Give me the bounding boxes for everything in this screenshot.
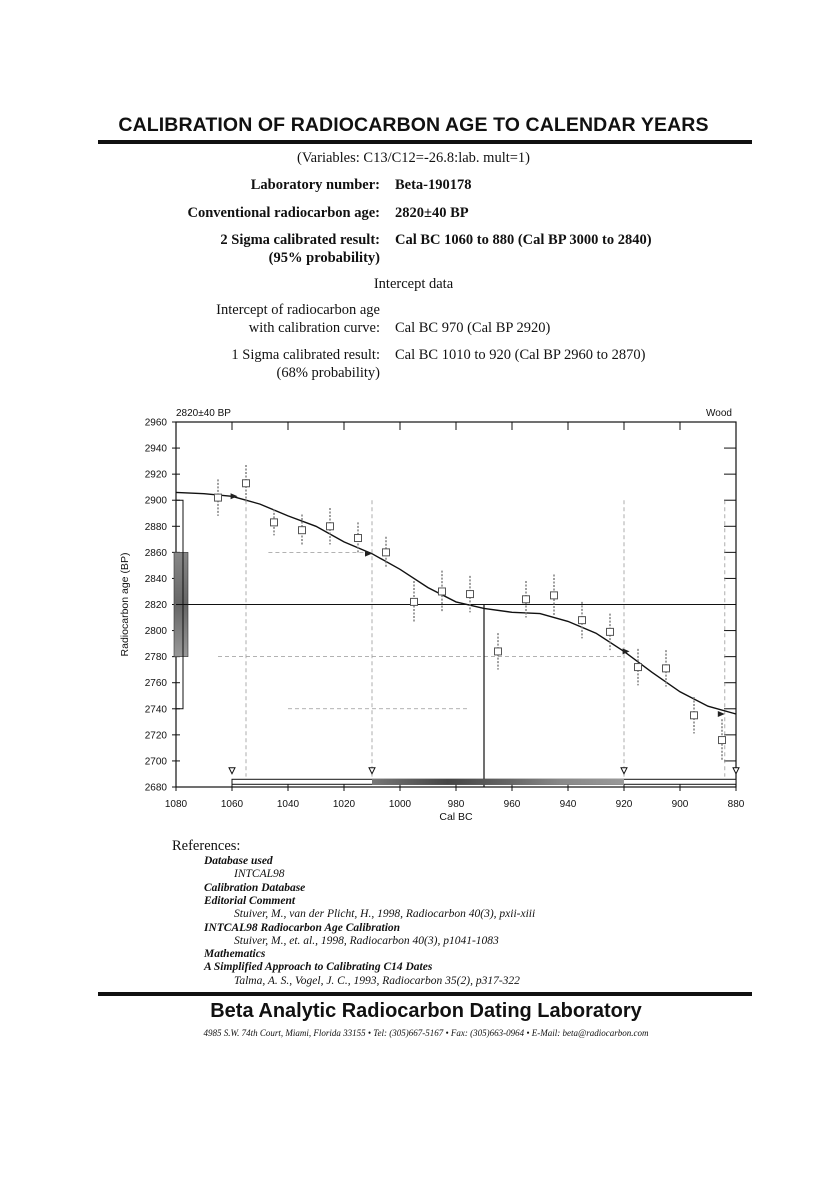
y-tick-label: 2780 bbox=[144, 652, 167, 664]
sigma1-label: 1 Sigma calibrated result: bbox=[231, 347, 380, 363]
range-end-marker bbox=[733, 768, 739, 774]
reference-title: Mathematics bbox=[204, 948, 266, 961]
data-point bbox=[607, 628, 614, 635]
x-tick-label: 1000 bbox=[388, 799, 412, 810]
variables-line: (Variables: C13/C12=-26.8:lab. mult=1) bbox=[296, 150, 531, 166]
data-point bbox=[271, 519, 278, 526]
data-point bbox=[467, 591, 474, 598]
sigma1-value: Cal BC 1010 to 920 (Cal BP 2960 to 2870) bbox=[395, 347, 646, 363]
data-point bbox=[579, 617, 586, 624]
data-point bbox=[551, 592, 558, 599]
y-tick-label: 2720 bbox=[144, 730, 167, 742]
y-tick-label: 2760 bbox=[144, 678, 167, 690]
data-point bbox=[355, 535, 362, 542]
reference-title: Database used bbox=[204, 855, 273, 867]
conv-age-label: Conventional radiocarbon age: bbox=[187, 205, 380, 221]
data-point bbox=[243, 480, 250, 487]
reference-citation: Stuiver, M., van der Plicht, H., 1998, Radiocarbon 40(3), pxii-xiii bbox=[234, 908, 536, 921]
y-tick-label: 2800 bbox=[144, 626, 167, 638]
x-axis-label: Cal BC bbox=[439, 811, 473, 823]
data-point bbox=[299, 527, 306, 534]
curve-arrow-marker bbox=[718, 711, 725, 717]
x-tick-label: 1040 bbox=[276, 799, 300, 810]
sigma1-calendar-bar bbox=[372, 779, 624, 785]
reference-title: Editorial Comment bbox=[204, 894, 296, 907]
intercept-label-2: with calibration curve: bbox=[248, 320, 380, 336]
y-tick-label: 2860 bbox=[144, 547, 167, 559]
y-tick-label: 2900 bbox=[144, 495, 167, 507]
sigma2-value: Cal BC 1060 to 880 (Cal BP 3000 to 2840) bbox=[395, 232, 652, 248]
reference-citation: Talma, A. S., Vogel, J. C., 1993, Radiocarbon 35(2), p317-322 bbox=[234, 974, 520, 987]
x-tick-label: 960 bbox=[503, 799, 521, 810]
data-point bbox=[411, 598, 418, 605]
x-tick-label: 1020 bbox=[332, 799, 356, 810]
data-point bbox=[719, 737, 726, 744]
x-tick-label: 1080 bbox=[164, 799, 188, 810]
y-tick-label: 2740 bbox=[144, 704, 167, 716]
x-tick-label: 920 bbox=[615, 799, 633, 810]
x-tick-label: 900 bbox=[671, 799, 689, 810]
x-tick-label: 940 bbox=[559, 799, 577, 810]
x-tick-label: 1060 bbox=[220, 799, 244, 810]
y-tick-label: 2960 bbox=[144, 417, 167, 429]
intercept-heading: Intercept data bbox=[373, 276, 454, 292]
reference-title: Calibration Database bbox=[204, 881, 306, 894]
sample-age-label: 2820±40 BP bbox=[176, 408, 231, 419]
sigma2-prob: (95% probability) bbox=[268, 250, 380, 266]
sigma1-prob: (68% probability) bbox=[276, 365, 380, 381]
x-tick-label: 980 bbox=[447, 799, 465, 810]
data-point bbox=[327, 523, 334, 530]
y-tick-label: 2700 bbox=[144, 756, 167, 768]
y-tick-label: 2680 bbox=[144, 782, 167, 794]
data-point bbox=[495, 648, 502, 655]
footer-rule bbox=[98, 992, 752, 996]
reference-citation: INTCAL98 bbox=[234, 868, 285, 881]
y-tick-label: 2940 bbox=[144, 443, 167, 455]
data-point bbox=[215, 494, 222, 501]
y-tick-label: 2820 bbox=[144, 600, 167, 611]
material-label: Wood bbox=[706, 408, 732, 419]
lab-name: Beta Analytic Radiocarbon Dating Laboratory bbox=[210, 1000, 642, 1022]
calibration-curve bbox=[176, 492, 736, 714]
intercept-value: Cal BC 970 (Cal BP 2920) bbox=[395, 320, 551, 336]
intercept-label-1: Intercept of radiocarbon age bbox=[216, 302, 380, 318]
references-heading: References: bbox=[172, 838, 241, 854]
conv-age-value: 2820±40 BP bbox=[395, 205, 469, 221]
y-tick-label: 2840 bbox=[144, 573, 167, 585]
y-tick-label: 2880 bbox=[144, 521, 167, 533]
sigma2-label: 2 Sigma calibrated result: bbox=[220, 232, 380, 248]
data-point bbox=[439, 588, 446, 595]
page-title: CALIBRATION OF RADIOCARBON AGE TO CALENDAR YEARS bbox=[118, 114, 709, 136]
data-point bbox=[383, 549, 390, 556]
data-point bbox=[635, 664, 642, 671]
y-tick-label: 2920 bbox=[144, 469, 167, 481]
data-point bbox=[523, 596, 530, 603]
data-point bbox=[663, 665, 670, 672]
y-axis-label: Radiocarbon age (BP) bbox=[119, 552, 131, 657]
lab-number-label: Laboratory number: bbox=[250, 177, 380, 193]
reference-title: INTCAL98 Radiocarbon Age Calibration bbox=[204, 921, 401, 934]
data-point bbox=[691, 712, 698, 719]
lab-address: 4985 S.W. 74th Court, Miami, Florida 33155 • Tel: (305)667-5167 • Fax: (305)663-0964 • E-Mail: beta@radiocarbon.com bbox=[203, 1028, 649, 1038]
curve-arrow-marker bbox=[231, 493, 238, 499]
reference-citation: Stuiver, M., et. al., 1998, Radiocarbon 40(3), p1041-1083 bbox=[234, 934, 499, 947]
range-end-marker bbox=[229, 768, 235, 774]
range-end-marker bbox=[369, 768, 375, 774]
range-end-marker bbox=[621, 768, 627, 774]
x-tick-label: 880 bbox=[727, 799, 745, 810]
reference-title: A Simplified Approach to Calibrating C14 Dates bbox=[204, 961, 433, 974]
lab-number-value: Beta-190178 bbox=[395, 177, 472, 193]
